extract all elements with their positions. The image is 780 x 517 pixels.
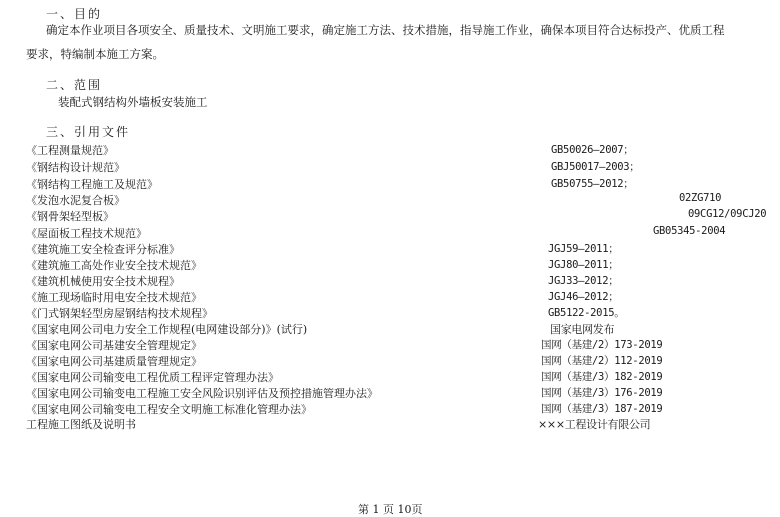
reference-code: GB05345-2004	[653, 225, 726, 237]
reference-title: 《建筑施工高处作业安全技术规范》	[26, 259, 202, 272]
scope-heading: 二、范围	[46, 78, 103, 92]
reference-item	[0, 401, 780, 417]
reference-item	[0, 353, 780, 369]
reference-code: 国网（基建/3）176-2019	[541, 387, 663, 399]
reference-code: GBJ50017—2003；	[551, 161, 640, 173]
references-heading: 三、引用文件	[46, 125, 131, 139]
reference-title: 《屋面板工程技术规范》	[26, 227, 147, 240]
reference-title: 《钢结构设计规范》	[26, 161, 125, 174]
reference-item	[0, 159, 780, 175]
reference-item	[0, 385, 780, 401]
reference-code: ×××工程设计有限公司	[538, 418, 651, 431]
reference-item	[0, 289, 780, 305]
reference-code: GB50026—2007；	[551, 144, 634, 156]
reference-code: 09CG12/09CJ20	[688, 208, 767, 220]
reference-item	[0, 176, 780, 192]
reference-title: 《施工现场临时用电安全技术规范》	[26, 291, 202, 304]
reference-item	[0, 273, 780, 289]
reference-title: 《国家电网公司输变电工程施工安全风险识别评估及预控措施管理办法》	[26, 387, 378, 400]
reference-item	[0, 241, 780, 257]
reference-item	[0, 337, 780, 353]
reference-item	[0, 142, 780, 158]
reference-code: JGJ46—2012；	[548, 291, 619, 303]
reference-code: GB50755—2012；	[551, 178, 634, 190]
reference-item	[0, 192, 780, 208]
reference-title: 《国家电网公司输变电工程安全文明施工标准化管理办法》	[26, 403, 312, 416]
reference-item	[0, 416, 780, 432]
reference-title: 《发泡水泥复合板》	[26, 194, 125, 207]
reference-item	[0, 369, 780, 385]
reference-code: 国网（基建/3）187-2019	[541, 403, 663, 415]
reference-title: 《国家电网公司电力安全工作规程(电网建设部分)》(试行)	[26, 323, 308, 336]
reference-code: 02ZG710	[679, 192, 722, 204]
reference-title: 工程施工图纸及说明书	[26, 418, 136, 431]
reference-code: GB5122-2015。	[548, 307, 625, 319]
reference-item	[0, 305, 780, 321]
purpose-heading: 一、目的	[46, 7, 103, 21]
reference-title: 《国家电网公司输变电工程优质工程评定管理办法》	[26, 371, 279, 384]
reference-code: JGJ59—2011；	[548, 243, 619, 255]
reference-item	[0, 321, 780, 337]
reference-title: 《钢骨架轻型板》	[26, 210, 114, 223]
reference-title: 《钢结构工程施工及规范》	[26, 178, 158, 191]
reference-code: JGJ80—2011；	[548, 259, 619, 271]
purpose-line-2: 要求，特编制本施工方案。	[26, 47, 164, 61]
reference-title: 《建筑机械使用安全技术规程》	[26, 275, 180, 288]
reference-code: 国家电网发布	[550, 323, 615, 336]
reference-code: 国网（基建/2）112-2019	[541, 355, 663, 367]
reference-code: 国网（基建/2）173-2019	[541, 339, 663, 351]
reference-title: 《建筑施工安全检查评分标准》	[26, 243, 180, 256]
reference-item	[0, 257, 780, 273]
reference-title: 《国家电网公司基建安全管理规定》	[26, 339, 202, 352]
reference-title: 《工程测量规范》	[26, 144, 114, 157]
reference-item	[0, 225, 780, 241]
reference-code: JGJ33—2012；	[548, 275, 619, 287]
page-footer: 第 1 页 10页	[358, 503, 423, 516]
reference-item	[0, 208, 780, 224]
reference-title: 《国家电网公司基建质量管理规定》	[26, 355, 202, 368]
scope-text: 装配式钢结构外墙板安装施工	[58, 95, 208, 109]
purpose-line-1: 确定本作业项目各项安全、质量技术、文明施工要求，确定施工方法、技术措施，指导施工作业，确保本项目符合达标投产、优质工程	[46, 23, 725, 37]
reference-title: 《门式钢架轻型房屋钢结构技术规程》	[26, 307, 213, 320]
reference-code: 国网（基建/3）182-2019	[541, 371, 663, 383]
